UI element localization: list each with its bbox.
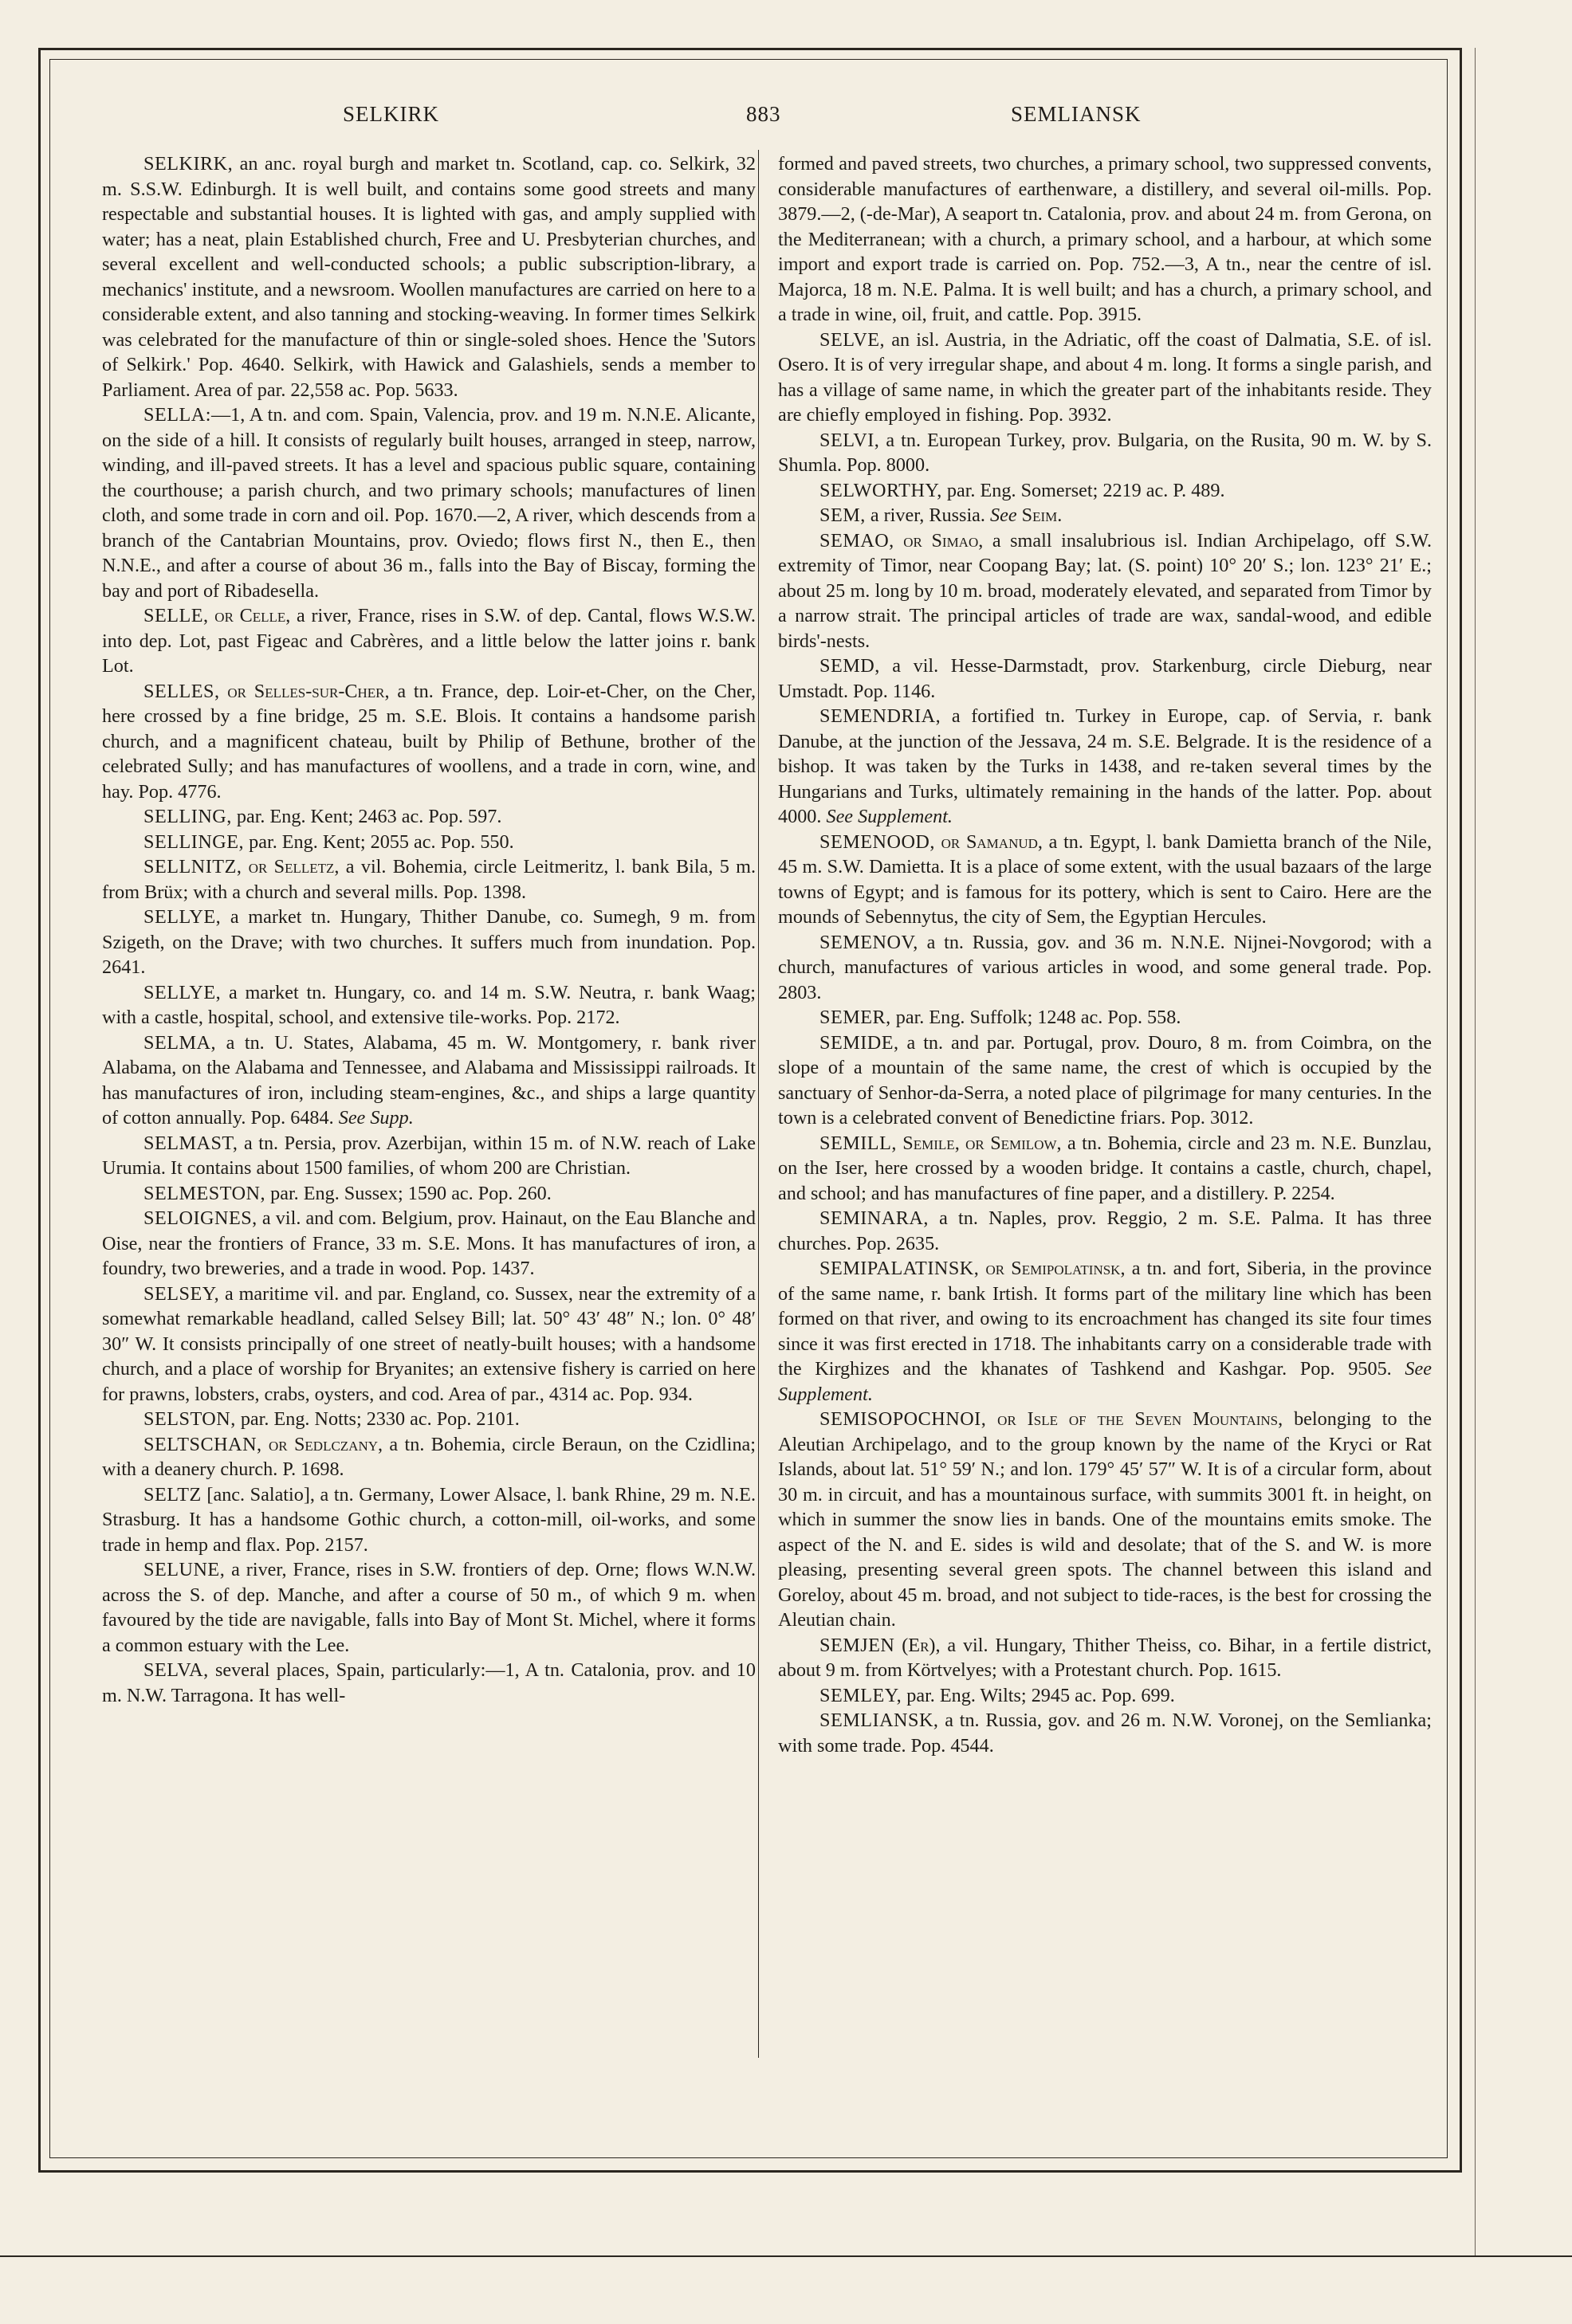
page-edge-rule [1475, 48, 1476, 2255]
gazetteer-entry [102, 830, 756, 855]
gazetteer-entry [778, 704, 1432, 830]
running-header [88, 102, 1427, 139]
entry-text: par. Eng. Kent; 2055 ac. Pop. 550. [244, 830, 514, 853]
entry-cross-reference: See Supplement. [778, 1358, 1432, 1405]
entry-text: a vil. Hesse-Darmstadt, prov. Starkenburg, circle Dieburg, near Umstadt. Pop. 1146. [778, 655, 1432, 702]
entry-text: an isl. Austria, in the Adriatic, off the coast of Dalmatia, S.E. of isl. Osero. It is of very irregular shape, and about 4 m. long. It forms a single parish, and has a village of same name, in which the greater part of the inhabitants reside. They are chiefly employed in fishing. Pop. 3932. [778, 328, 1432, 426]
entry-text: a vil. Bohemia, circle Leitmeritz, l. bank Bila, 5 m. from Brüx; with a church and several mills. Pop. 1398. [102, 856, 757, 903]
entry-headword: SELLA: [143, 404, 211, 426]
entry-text: —1, A tn. and com. Spain, Valencia, prov. and 19 m. N.N.E. Alicante, on the side of a hill. It consists of regularly built houses, arranged in steep, narrow, winding, and ill-paved streets. It has a level and spacious public square, containing the courthouse; a parish church, and two primary schools; manufactures of linen cloth, and some trade in corn and oil. Pop. 1670.—2, A river, which descends from a branch of the Cantabrian Mountains, prov. Oviedo; flows first N., then E., then N.N.E., and after a course of about 36 m., falls into the Bay of Biscay, forming the bay and port of Ribadesella. [102, 404, 756, 602]
entry-cross-reference: See [984, 504, 1017, 526]
entry-cross-reference: See Supp. [333, 1107, 414, 1129]
entry-variant-name: or Selletz, [242, 856, 340, 877]
entry-text: a river, France, rises in S.W. frontiers of dep. Orne; flows W.N.W. across the S. of dep. Manche, and after a course of 50 m., of which 9 m. when favoured by the tide are navigable, falls into Bay of Mont St. Michel, where it forms a common estuary with the Lee. [102, 1559, 756, 1656]
entry-variant-name: or Selles-sur-Cher, [219, 680, 390, 702]
gazetteer-entry [778, 1005, 1432, 1030]
entry-headword: SEMENOOD, [819, 830, 935, 853]
entry-text: a market tn. Hungary, Thither Danube, co. Sumegh, 9 m. from Szigeth, on the Drave; with two churches. It suffers much from inundation. Pop. 2641. [102, 906, 756, 978]
gazetteer-entry [102, 1206, 756, 1282]
gazetteer-entry [778, 654, 1432, 704]
entry-variant-name: or Semipolatinsk, [979, 1258, 1126, 1279]
entry-headword: SEMINARA, [819, 1207, 929, 1229]
entry-headword: SELMESTON, [143, 1182, 266, 1204]
entry-headword: SELLYE, [143, 906, 222, 928]
entry-headword: SEMD, [819, 655, 880, 677]
entry-text: a tn. France, dep. Loir-et-Cher, on the Cher, here crossed by a fine bridge, 25 m. S.E. Blois. It contains a handsome parish church, and a magnificent chateau, built by Philip of Bethune, brother of the celebrated Sully; and has manufactures of woollens, and a trade in corn, wine, and hay. Pop. 4776. [102, 680, 756, 803]
gazetteer-entry [102, 1407, 756, 1432]
entry-headword: SELSTON, [143, 1408, 236, 1430]
entry-text: a river, Russia. [865, 504, 985, 526]
entry-headword: SELSEY, [143, 1282, 220, 1305]
entry-headword: SEMIPALATINSK, [819, 1258, 980, 1279]
gazetteer-entry [102, 1658, 756, 1708]
gazetteer-entry [102, 151, 756, 402]
gazetteer-entry [778, 1206, 1432, 1256]
entry-text: par. Eng. Wilts; 2945 ac. Pop. 699. [902, 1684, 1175, 1706]
entry-headword: SEMJEN [819, 1634, 895, 1656]
entry-text: [anc. Salatio], a tn. Germany, Lower Alsace, l. bank Rhine, 29 m. N.E. Strasburg. It has a handsome Gothic church, a cotton-mill, oil-works, and some trade in hemp and flax. Pop. 2157. [102, 1483, 756, 1556]
gazetteer-entry [778, 151, 1432, 328]
entry-text: a tn. Bohemia, circle and 23 m. N.E. Bunzlau, on the Iser, here crossed by a wooden bridge. It contains a castle, church, chapel, and school; and has manufactures of fine paper, and a distillery. P. 2254. [778, 1132, 1432, 1204]
entry-cross-reference-target: Seim. [1016, 504, 1063, 526]
gazetteer-entry [778, 478, 1432, 504]
gazetteer-entry [102, 980, 756, 1030]
entry-text: belonging to the Aleutian Archipelago, and to the group known by the name of the Kryci or Rat Islands, about lat. 51° 59′ N.; and lon. 179° 45′ 57″ W. It is of a circular form, about 30 m. in circuit, and has a mountainous surface, with summits 3001 ft. in height, on which in summer the snow lies in bands. One of the mountains emits smoke. The aspect of the N. and E. sides is wild and desolate; that of the S. and W. is more pleasing, presenting several green spots. The channel between this island and Goreloy, about 45 m. broad, and not subject to tide-races, is the best for crossing the Aleutian chain. [778, 1408, 1432, 1631]
entry-headword: SELLES, [143, 680, 220, 702]
entry-headword: SELKIRK, [143, 153, 234, 175]
entry-variant-name: or Celle, [208, 605, 291, 626]
gazetteer-entry [778, 328, 1432, 428]
gazetteer-entry [778, 930, 1432, 1006]
gazetteer-entry [102, 804, 756, 830]
gazetteer-entry [778, 1256, 1432, 1407]
entry-text: a tn. and fort, Siberia, in the province of the same name, r. bank Irtish. It forms part of the military line which has been formed on that river, and owing to its encroachment has changed its site four times since it was first erected in 1718. The inhabitants carry on a considerable trade with the Kirghizes and the khanates of Tashkend and Kashgar. Pop. 9505. [778, 1258, 1432, 1380]
gazetteer-entry [778, 428, 1432, 478]
entry-text: a tn. Bohemia, circle Beraun, on the Czidlina; with a deanery church. P. 1698. [102, 1433, 756, 1480]
gazetteer-entry [102, 1432, 756, 1482]
gazetteer-entry [778, 1131, 1432, 1207]
entry-headword: SELUNE, [143, 1559, 226, 1580]
entry-text: a vil. and com. Belgium, prov. Hainaut, on the Eau Blanche and Oise, near the frontiers of France, 33 m. S.E. Mons. It has manufactures of iron, a foundry, two breweries, and a trade in wood. Pop. 1437. [102, 1207, 756, 1279]
entry-text: par. Eng. Suffolk; 1248 ac. Pop. 558. [890, 1007, 1181, 1028]
entry-cross-reference: See Supplement. [821, 806, 953, 827]
entry-text: a tn. Russia, gov. and 36 m. N.N.E. Nijnei-Novgorod; with a church, manufactures of various articles in wood, and some general trade. Pop. 2803. [778, 931, 1432, 1003]
entry-headword: SEMIDE, [819, 1031, 899, 1054]
page-number: 883 [746, 102, 781, 126]
gazetteer-entry [102, 402, 756, 603]
gazetteer-entry [778, 503, 1432, 528]
entry-text: a market tn. Hungary, co. and 14 m. S.W. Neutra, r. bank Waag; with a castle, hospital, school, and extensive tile-works. Pop. 2172. [102, 981, 756, 1028]
entry-text: a tn. and par. Portugal, prov. Douro, 8 m. from Coimbra, on the slope of a mountain of the same name, the crest of which is occupied by the sanctuary of Senhor-da-Serra, a noted place of pilgrimage for many centuries. In the town is a celebrated convent of Benedictine friars. Pop. 3012. [778, 1031, 1432, 1129]
entry-text: a fortified tn. Turkey in Europe, cap. of Servia, r. bank Danube, at the junction of the Jessava, 24 m. S.E. Belgrade. It is the residence of a bishop. It was taken by the Turks in 1438, and re-taken several times by the Hungarians and Turks, ultimately remaining in the hands of the latter. Pop. about 4000. [778, 705, 1432, 827]
gazetteer-entry [102, 1557, 756, 1658]
gazetteer-entry [102, 1030, 756, 1131]
gazetteer-entry [102, 905, 756, 980]
entry-headword: SELLINGE, [143, 830, 245, 853]
entry-headword: SELLE, [143, 605, 209, 626]
entry-headword: SEMLIANSK, [819, 1710, 939, 1731]
entry-headword: SELTSCHAN, [143, 1433, 262, 1455]
gazetteer-entry [778, 1030, 1432, 1131]
entry-headword: SEM, [819, 504, 866, 526]
entry-text: a small insalubrious isl. Indian Archipelago, off S.W. extremity of Timor, near Coopang Bay; lat. (S. point) 10° 20′ S.; lon. 123° 21′ E.; about 25 m. long by 10 m. broad, moderately elevated, and separated from Timor by a narrow strait. The principal articles of trade are wax, sandal-wood, and edible birds'-nests. [778, 529, 1432, 652]
entry-text: par. Eng. Notts; 2330 ac. Pop. 2101. [235, 1408, 520, 1430]
entry-headword: SEMENOV, [819, 931, 918, 953]
gazetteer-entry [102, 603, 756, 679]
entry-headword: SEMER, [819, 1007, 891, 1028]
entry-text: a vil. Hungary, Thither Theiss, co. Bihar, in a fertile district, about 9 m. from Körtvelyes; with a Protestant church. Pop. 1615. [778, 1634, 1432, 1681]
entry-text: a tn. Russia, gov. and 26 m. N.W. Voronej, on the Semlianka; with some trade. Pop. 4544. [778, 1710, 1432, 1757]
entry-headword: SELVE, [819, 328, 886, 351]
gazetteer-entry [778, 1407, 1432, 1633]
gazetteer-entry [778, 1708, 1432, 1758]
entry-headword: SELMAST, [143, 1132, 238, 1154]
entry-variant-name: or Samanud, [934, 830, 1043, 853]
entry-headword: SELTZ [143, 1483, 202, 1505]
entry-headword: SEMISOPOCHNOI, [819, 1408, 987, 1430]
entry-text: par. Eng. Kent; 2463 ac. Pop. 597. [231, 806, 502, 827]
entry-headword: SELWORTHY, [819, 479, 942, 501]
entry-headword: SELMA, [143, 1031, 217, 1054]
entry-variant-name: or Sedlczany, [261, 1433, 383, 1455]
entry-headword: SELLNITZ, [143, 856, 242, 877]
entry-text: a tn. Naples, prov. Reggio, 2 m. S.E. Palma. It has three churches. Pop. 2635. [778, 1207, 1432, 1254]
entry-text: par. Eng. Sussex; 1590 ac. Pop. 260. [265, 1182, 552, 1204]
entry-text: a maritime vil. and par. England, co. Sussex, near the extremity of a somewhat remarkable headland, called Selsey Bill; lat. 50° 43′ 48″ N.; lon. 0° 48′ 30″ W. It consists principally of one street of neatly-built houses; with a handsome church, and a place of worship for Bryanites; an extensive fishery is carried on here for prawns, lobsters, crabs, oysters, and cod. Area of par., 4314 ac. Pop. 934. [102, 1282, 756, 1405]
entry-headword: SEMENDRIA, [819, 705, 941, 727]
left-column [102, 151, 756, 1708]
gazetteer-entry [778, 1683, 1432, 1709]
entry-text: par. Eng. Somerset; 2219 ac. P. 489. [941, 479, 1225, 501]
entry-text: a tn. U. States, Alabama, 45 m. W. Montgomery, r. bank river Alabama, on the Alabama and Tennessee, and Alabama and Mississippi railroads. It has manufactures of iron, including steam-engines, &c., and ships a large quantity of cotton annually. Pop. 6484. [102, 1031, 756, 1129]
entry-variant-name: Semile, or Semilow, [896, 1132, 1062, 1154]
entry-headword: SELOIGNES, [143, 1207, 257, 1229]
gazetteer-entry [102, 1482, 756, 1558]
entry-text: several places, Spain, particularly:—1, A tn. Catalonia, prov. and 10 m. N.W. Tarragona. It has well- [102, 1659, 756, 1706]
entry-headword: SELLING, [143, 806, 232, 827]
entry-headword: SEMAO, [819, 529, 894, 552]
header-right-word: SEMLIANSK [1011, 102, 1142, 126]
entry-headword: SELLYE, [143, 981, 222, 1003]
bottom-rule [0, 2255, 1572, 2257]
column-divider [758, 150, 759, 2058]
gazetteer-entry [778, 528, 1432, 654]
gazetteer-entry [102, 854, 756, 905]
gazetteer-entry [778, 1633, 1432, 1683]
entry-headword: SEMLEY, [819, 1684, 902, 1706]
entry-text: a tn. Egypt, l. bank Damietta branch of the Nile, 45 m. S.W. Damietta. It is a place of some extent, with the usual bazaars of the large towns of Egypt; and is famous for its pottery, which is sent to Cairo. Here are the mounds of Sebennytus, the city of Sem, the Egyptian Hercules. [778, 830, 1432, 928]
gazetteer-entry [102, 679, 756, 805]
entry-headword: SELVI, [819, 429, 880, 451]
header-left-word: SELKIRK [343, 102, 439, 126]
entry-variant-name: or Simao, [894, 529, 984, 552]
entry-text: a tn. European Turkey, prov. Bulgaria, on the Rusita, 90 m. W. by S. Shumla. Pop. 8000. [778, 429, 1432, 476]
entry-text: a river, France, rises in S.W. of dep. Cantal, flows W.S.W. into dep. Lot, past Figeac and Cabrères, and a little below the latter joins r. bank Lot. [102, 605, 756, 677]
entry-variant-name: or Isle of the Seven Mountains, [986, 1408, 1283, 1430]
entry-text: an anc. royal burgh and market tn. Scotland, cap. co. Selkirk, 32 m. S.S.W. Edinburgh. It is well built, and contains some good streets and many respectable and substantial houses. It is lighted with gas, and amply supplied with water; has a neat, plain Established church, Free and U. Presbyterian churches, and several excellent and well-conducted schools; a public subscription-library, a mechanics' institute, and a newsroom. Woollen manufactures are carried on here to a considerable extent, and also tanning and stocking-weaving. In former times Selkirk was celebrated for the manufacture of thin or single-soled shoes. Hence the 'Sutors of Selkirk.' Pop. 4640. Selkirk, with Hawick and Galashiels, sends a member to Parliament. Area of par. 22,558 ac. Pop. 5633. [102, 153, 756, 401]
gazetteer-entry [102, 1282, 756, 1407]
right-column [778, 151, 1432, 1758]
entry-headword: SEMILL, [819, 1132, 897, 1154]
entry-headword: SELVA, [143, 1659, 209, 1681]
gazetteer-entry [778, 830, 1432, 930]
gazetteer-entry [102, 1131, 756, 1181]
entry-variant-name: (Er), [894, 1634, 941, 1656]
gazetteer-entry [102, 1181, 756, 1207]
entry-continuation: formed and paved streets, two churches, a primary school, two suppressed convents, considerable manufactures of earthenware, a distillery, and several oil-mills. Pop. 3879.—2, (-de-Mar), A seaport tn. Catalonia, prov. and about 24 m. from Gerona, on the Mediterranean; with a church, a primary school, and a harbour, at which some import and export trade is carried on. Pop. 752.—3, A tn., near the centre of isl. Majorca, 18 m. N.E. Palma. It is well built; and has a church, a primary school, and a trade in wine, oil, fruit, and cattle. Pop. 3915. [778, 153, 1432, 325]
entry-text: a tn. Persia, prov. Azerbijan, within 15 m. of N.W. reach of Lake Urumia. It contains about 1500 families, of whom 200 are Christian. [102, 1132, 756, 1179]
